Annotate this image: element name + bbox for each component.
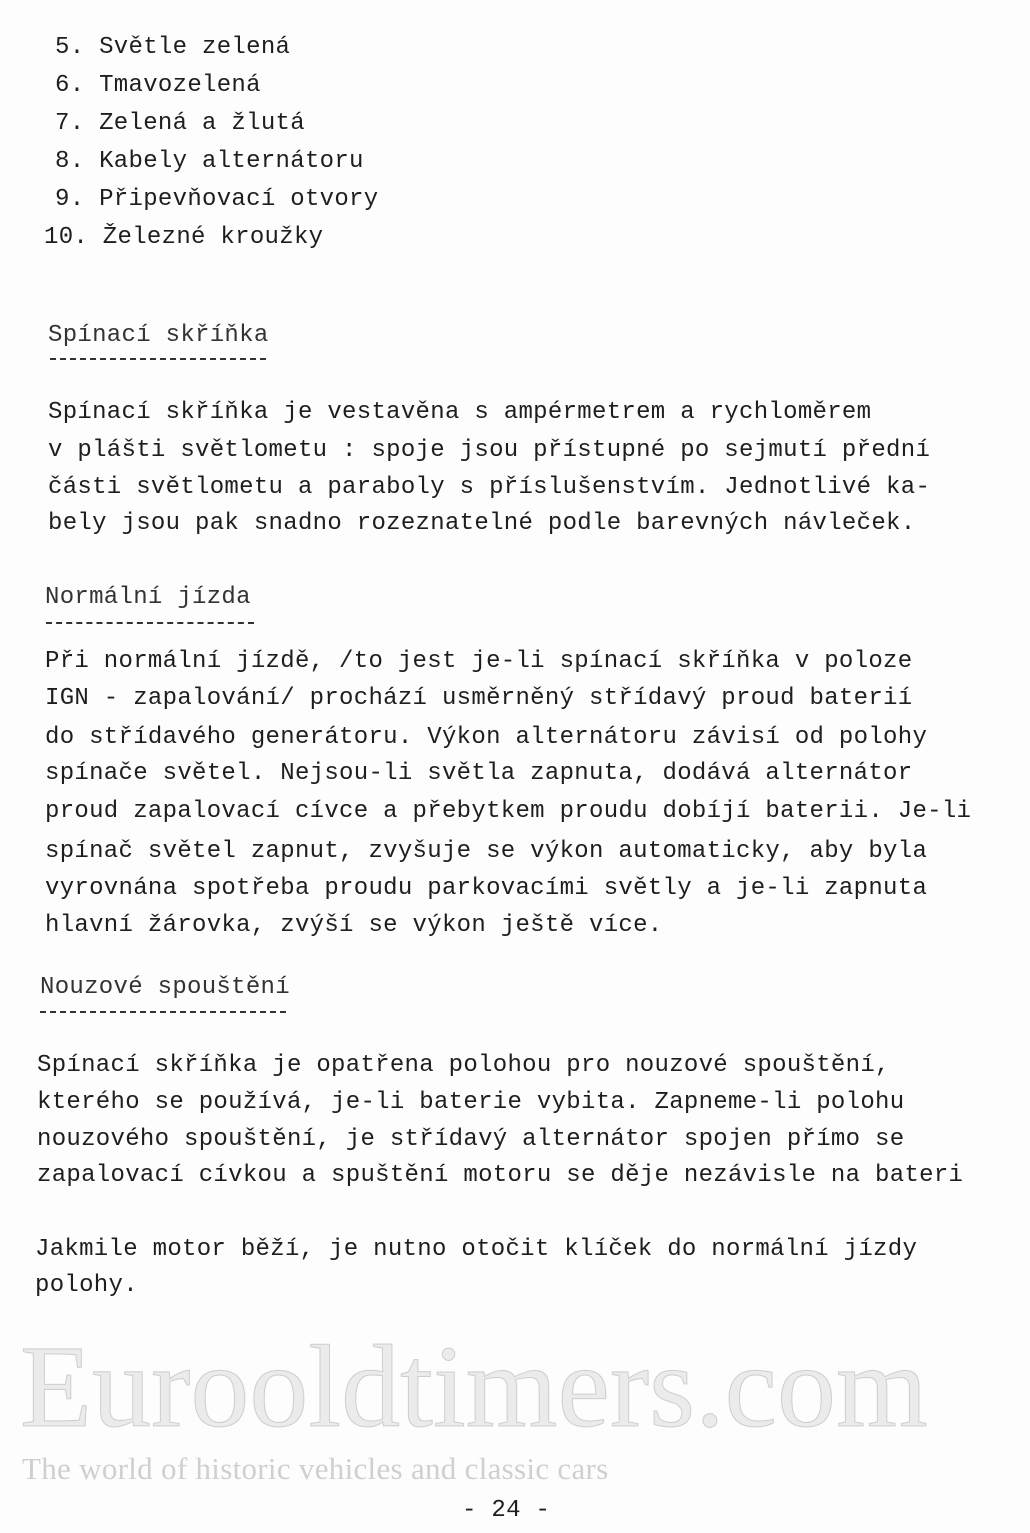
paragraph-line: proud zapalovací cívce a přebytkem proudu dobíjí baterii. Je-li	[45, 798, 972, 825]
list-item: 5. Světle zelená	[55, 34, 291, 61]
heading-underline	[50, 358, 266, 360]
paragraph-line: v plášti světlometu : spoje jsou přístupné po sejmutí přední	[48, 437, 931, 464]
paragraph-line: spínače světel. Nejsou-li světla zapnuta, dodává alternátor	[45, 760, 913, 787]
watermark-subtitle: The world of historic vehicles and classic cars	[22, 1451, 609, 1486]
paragraph-line: vyrovnána spotřeba proudu parkovacími světly a je-li zapnuta	[45, 875, 928, 902]
page-number: - 24 -	[462, 1497, 551, 1524]
list-item: 6. Tmavozelená	[55, 72, 261, 99]
paragraph-line: do střídavého generátoru. Výkon alternátoru závisí od polohy	[45, 724, 928, 751]
paragraph-line: části světlometu a paraboly s příslušenstvím. Jednotlivé ka-	[48, 474, 931, 501]
list-item: 8. Kabely alternátoru	[55, 148, 364, 175]
paragraph-line: bely jsou pak snadno rozeznatelné podle barevných návleček.	[48, 510, 916, 537]
paragraph-line: Jakmile motor běží, je nutno otočit klíček do normální jízdy	[35, 1236, 918, 1263]
paragraph-line: spínač světel zapnut, zvyšuje se výkon automaticky, aby byla	[45, 838, 928, 865]
paragraph-line: Spínací skříňka je vestavěna s ampérmetrem a rychloměrem	[48, 399, 872, 426]
paragraph-line: nouzového spouštění, je střídavý alternátor spojen přímo se	[37, 1126, 905, 1153]
paragraph-line: polohy.	[35, 1272, 138, 1299]
paragraph-line: Při normální jízdě, /to jest je-li spínací skříňka v poloze	[45, 648, 913, 675]
section-heading: Nouzové spouštění	[40, 974, 290, 1001]
section-heading: Normální jízda	[45, 584, 251, 611]
heading-underline	[46, 622, 254, 624]
list-item: 7. Zelená a žlutá	[55, 110, 305, 137]
section-heading: Spínací skříňka	[48, 322, 269, 349]
list-item: 9. Připevňovací otvory	[55, 186, 379, 213]
list-item: 10. Železné kroužky	[44, 224, 324, 251]
heading-underline	[40, 1011, 286, 1013]
paragraph-line: zapalovací cívkou a spuštění motoru se děje nezávisle na bateri	[37, 1162, 964, 1189]
paragraph-line: kterého se používá, je-li baterie vybita. Zapneme-li polohu	[37, 1089, 905, 1116]
paragraph-line: Spínací skříňka je opatřena polohou pro nouzové spouštění,	[37, 1052, 890, 1079]
paragraph-line: IGN - zapalování/ prochází usměrněný střídavý proud baterií	[45, 685, 913, 712]
watermark-logo: Eurooldtimers.com	[20, 1321, 928, 1452]
paragraph-line: hlavní žárovka, zvýší se výkon ještě více.	[45, 912, 663, 939]
